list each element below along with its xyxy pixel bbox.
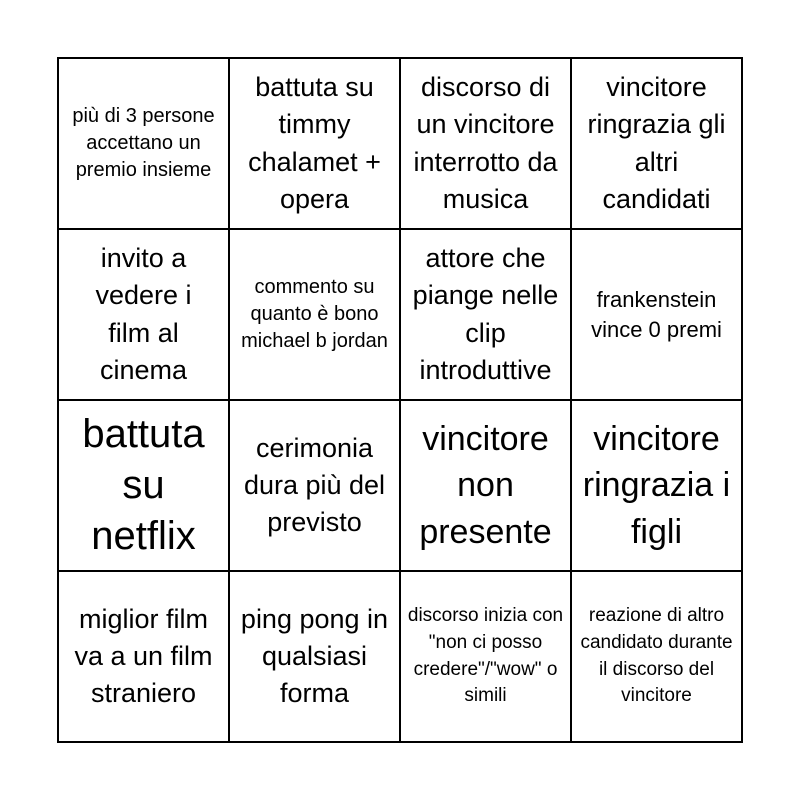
bingo-cell[interactable] <box>230 59 401 230</box>
bingo-cell-text: discorso inizia con "non ci posso credere"/"wow" o simili <box>407 604 564 707</box>
bingo-cell-text: miglior film va a un film straniero <box>74 603 213 709</box>
bingo-cell-text: più di 3 persone accettano un premio insieme <box>72 105 215 181</box>
bingo-cell-text: battuta su netflix <box>82 411 205 559</box>
bingo-cell[interactable] <box>401 59 572 230</box>
bingo-cell[interactable] <box>572 230 743 401</box>
bingo-cell-text: reazione di altro candidato durante il discorso del vincitore <box>580 604 733 707</box>
bingo-cell-text: ping pong in qualsiasi forma <box>240 603 389 709</box>
bingo-cell[interactable] <box>59 572 230 743</box>
bingo-cell[interactable] <box>572 401 743 572</box>
bingo-cell-text: vincitore non presente <box>419 420 552 551</box>
bingo-cell[interactable] <box>59 230 230 401</box>
bingo-cell-text: vincitore ringrazia gli altri candidati <box>587 72 726 214</box>
bingo-cell[interactable] <box>572 59 743 230</box>
bingo-cell[interactable] <box>59 59 230 230</box>
bingo-cell[interactable] <box>401 572 572 743</box>
bingo-cell-text: invito a vedere i film al cinema <box>95 243 192 385</box>
bingo-cell[interactable] <box>59 401 230 572</box>
bingo-cell-text: commento su quanto è bono michael b jordan <box>241 276 388 352</box>
bingo-cell[interactable] <box>230 401 401 572</box>
bingo-cell-text: frankenstein vince 0 premi <box>591 286 722 342</box>
bingo-cell-text: discorso di un vincitore interrotto da musica <box>413 72 558 214</box>
bingo-cell[interactable] <box>401 401 572 572</box>
bingo-cell[interactable] <box>572 572 743 743</box>
bingo-card <box>57 57 743 743</box>
bingo-cell[interactable] <box>230 230 401 401</box>
bingo-cell-text: vincitore ringrazia i figli <box>582 420 731 551</box>
bingo-cell-text: attore che piange nelle clip introduttive <box>412 243 559 385</box>
bingo-cell[interactable] <box>401 230 572 401</box>
bingo-cell-text: cerimonia dura più del previsto <box>243 432 386 538</box>
bingo-cell[interactable] <box>230 572 401 743</box>
bingo-cell-text: battuta su timmy chalamet + opera <box>248 72 381 214</box>
